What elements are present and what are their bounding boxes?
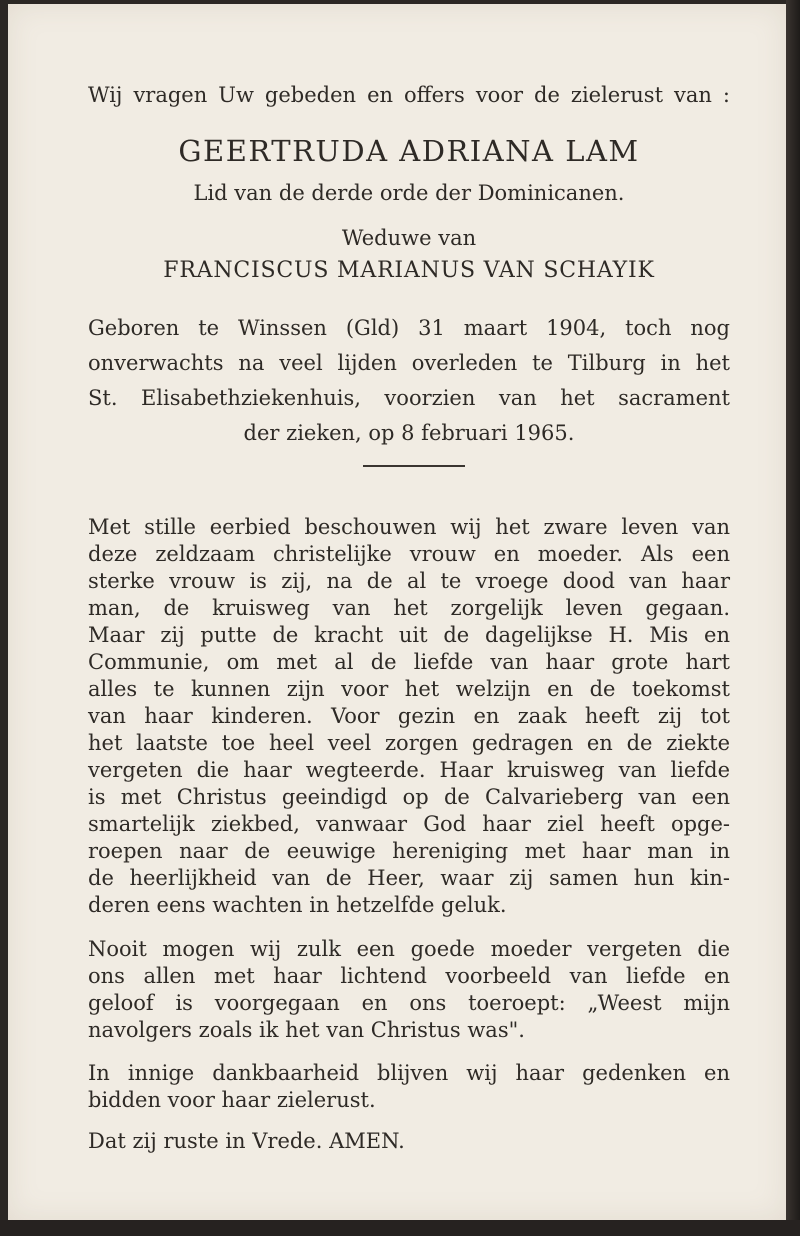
body-line: Communie, om met al de liefde van haar grote hart [88,650,730,674]
body-line: Met stille eerbied beschouwen wij het zware leven van [88,515,730,539]
card-bottom-shadow [0,1220,800,1236]
card-edge-shadow [786,0,800,1236]
birth-death-line: Geboren te Winssen (Gld) 31 maart 1904, toch nog [88,316,730,340]
body-line: deze zeldzaam christelijke vrouw en moeder. Als een [88,542,730,566]
membership-text: Lid van de derde orde der Dominicanen. [193,181,625,205]
body-line: man, de kruisweg van het zorgelijk leven gegaan. [88,596,730,620]
divider [363,465,465,467]
body-line: smartelijk ziekbed, vanwaar God haar ziel heeft opge- [88,812,730,836]
birth-death-line: St. Elisabethziekenhuis, voorzien van het sacrament [88,386,730,410]
body-line: alles te kunnen zijn voor het welzijn en de toekomst [88,677,730,701]
birth-death-line: der zieken, op 8 februari 1965. [243,421,575,445]
body-line: van haar kinderen. Voor gezin en zaak heeft zij tot [88,704,730,728]
body-line: deren eens wachten in hetzelfde geluk. [88,893,507,917]
body-line: sterke vrouw is zij, na de al te vroege dood van haar [88,569,730,593]
intro-text: Wij vragen Uw gebeden en offers voor de zielerust van : [88,83,730,107]
deceased-name: GEERTRUDA ADRIANA LAM [178,134,640,168]
body-line: ons allen met haar lichtend voorbeeld van liefde en [88,964,730,988]
body-line: Maar zij putte de kracht uit de dagelijkse H. Mis en [88,623,730,647]
body-line: de heerlijkheid van de Heer, waar zij samen hun kin- [88,866,730,890]
body-line: In innige dankbaarheid blijven wij haar gedenken en [88,1061,730,1085]
closing-line: Dat zij ruste in Vrede. AMEN. [88,1129,405,1153]
body-line: Nooit mogen wij zulk een goede moeder vergeten die [88,937,730,961]
husband-name: FRANCISCUS MARIANUS VAN SCHAYIK [163,258,655,283]
body-line: vergeten die haar wegteerde. Haar kruisweg van liefde [88,758,730,782]
widow-label: Weduwe van [341,226,477,250]
body-line: navolgers zoals ik het van Christus was". [88,1018,525,1042]
memorial-card [8,4,786,1220]
body-line: is met Christus geeindigd op de Calvarieberg van een [88,785,730,809]
body-line: geloof is voorgegaan en ons toeroept: „Weest mijn [88,991,730,1015]
body-line: het laatste toe heel veel zorgen gedragen en de ziekte [88,731,730,755]
body-line: bidden voor haar zielerust. [88,1088,376,1112]
birth-death-line: onverwachts na veel lijden overleden te Tilburg in het [88,351,730,375]
body-line: roepen naar de eeuwige hereniging met haar man in [88,839,730,863]
